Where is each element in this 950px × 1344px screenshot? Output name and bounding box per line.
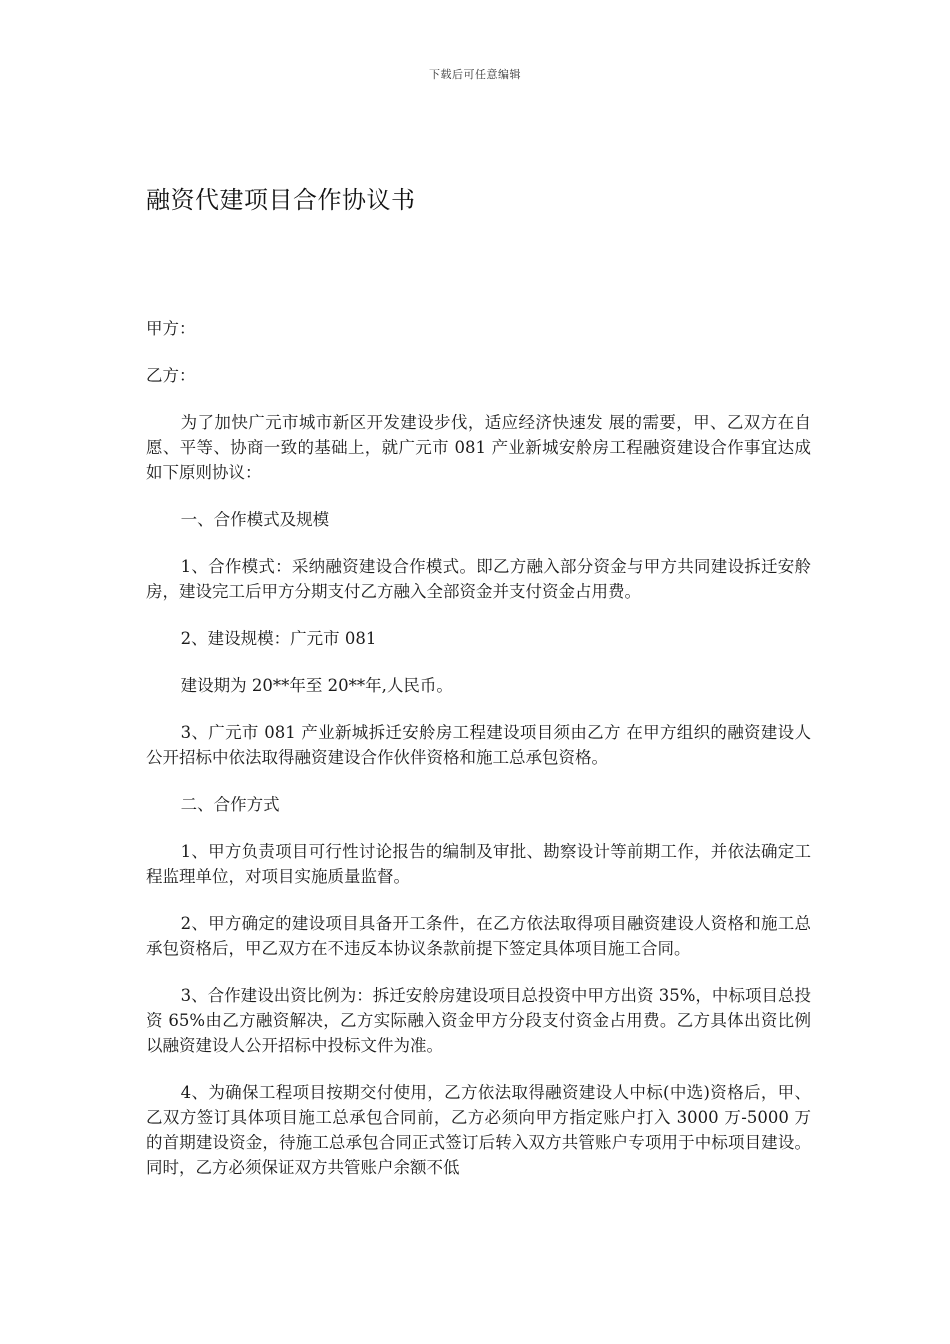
paragraph-1-3: 3、广元市 081 产业新城拆迁安舲房工程建设项目须由乙方 在甲方组织的融资建设人公开招标中依法取得融资建设合作伙伴资格和施工总承包资格。 — [146, 723, 811, 767]
paragraph-2-3: 3、合作建设出资比例为：拆迁安舲房建设项目总投资中甲方出资 35%，中标项目总投资 65%由乙方融资解决，乙方实际融入资金甲方分段支付资金占用费。乙方具体出资比例以融资建设人公开招标中投标文件为准。 — [146, 986, 811, 1055]
paragraph-1-2: 2、建设规模：广元市 081 — [180, 629, 377, 648]
section-heading-2: 二、合作方式 — [180, 795, 280, 814]
document-body — [146, 316, 811, 1202]
paragraph-1-2-period: 建设期为 20**年至 20**年,人民币。 — [180, 676, 453, 695]
party-a-label: 甲方： — [146, 319, 196, 338]
paragraph-1-1: 1、合作模式：采纳融资建设合作模式。即乙方融入部分资金与甲方共同建设拆迁安舲房，建设完工后甲方分期支付乙方融入全部资金并支付资金占用费。 — [146, 557, 811, 601]
paragraph-2-2: 2、甲方确定的建设项目具备开工条件，在乙方依法取得项目融资建设人资格和施工总承包资格后，甲乙双方在不违反本协议条款前提下签定具体项目施工合同。 — [146, 914, 811, 958]
party-b-label: 乙方： — [146, 366, 196, 385]
paragraph-2-1: 1、甲方负责项目可行性讨论报告的编制及审批、勘察设计等前期工作，并依法确定工程监理单位，对项目实施质量监督。 — [146, 842, 811, 886]
paragraph-2-4: 4、为确保工程项目按期交付使用，乙方依法取得融资建设人中标(中选)资格后，甲、乙双方签订具体项目施工总承包合同前，乙方必须向甲方指定账户打入 3000 万-5000 万的首期建设资金，待施工总承包合同正式签订后转入双方共管账户专项用于中标项目建设。同时，乙方必须保证双方共管账户余额不低 — [146, 1083, 811, 1177]
section-heading-1: 一、合作模式及规模 — [180, 510, 330, 529]
header-note: 下载后可任意编辑 — [429, 68, 521, 81]
document-title: 融资代建项目合作协议书 — [146, 186, 416, 214]
paragraph-preamble: 为了加快广元市城市新区开发建设步伐，适应经济快速发 展的需要，甲、乙双方在自愿、平等、协商一致的基础上，就广元市 081 产业新城安舲房工程融资建设合作事宜达成如下原则协议： — [146, 413, 811, 482]
